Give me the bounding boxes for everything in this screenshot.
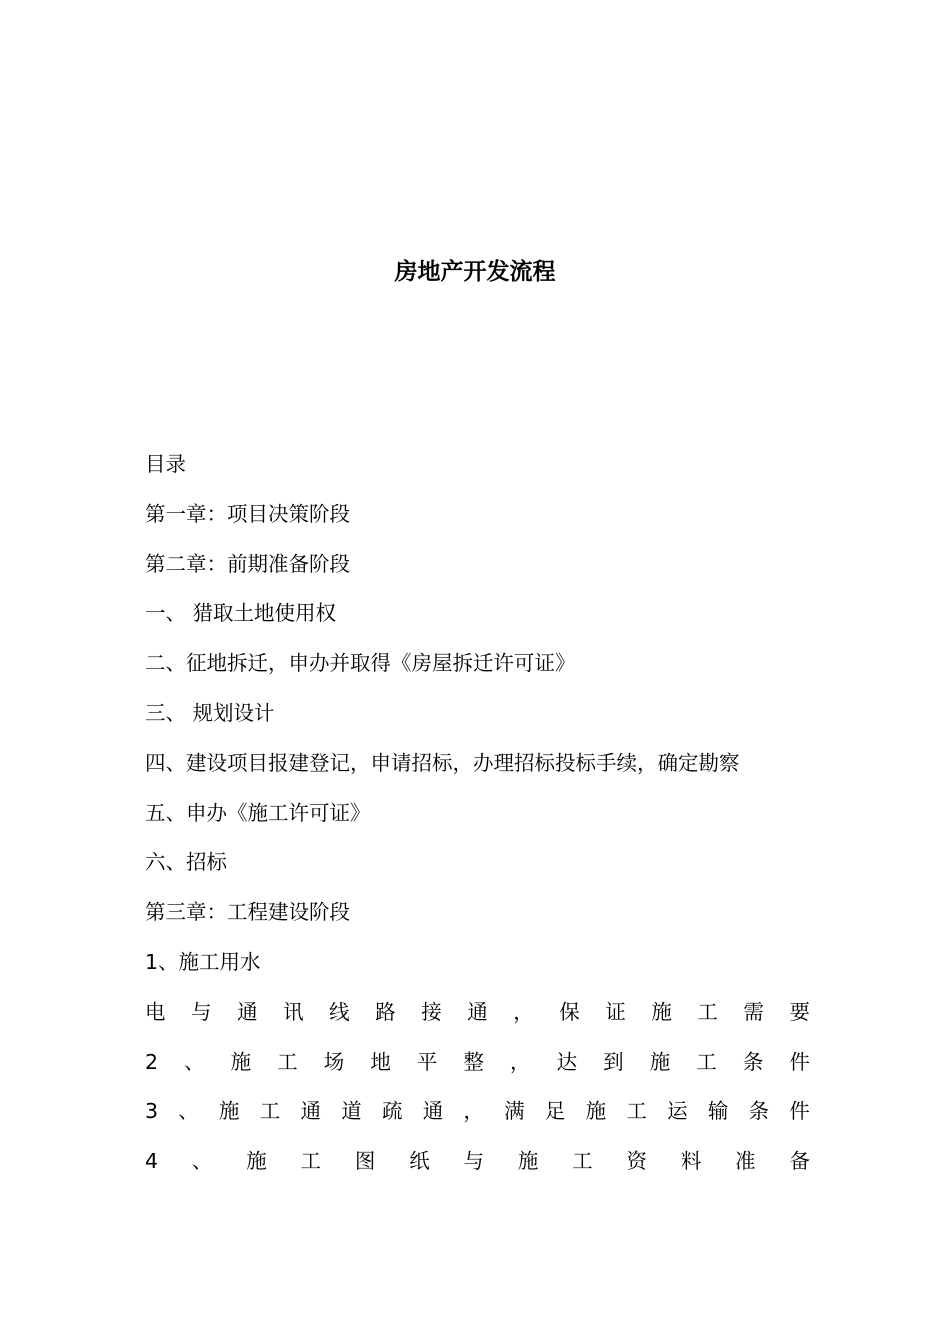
toc-line-justified: 4 、 施 工 图 纸 与 施 工 资 料 准 备 bbox=[145, 1149, 810, 1174]
document-title: 房地产开发流程 bbox=[394, 259, 556, 285]
toc-line: 四、建设项目报建登记，申请招标，办理招标投标手续，确定勘察 bbox=[145, 750, 740, 775]
toc-line: 五、申办《施工许可证》 bbox=[145, 800, 371, 825]
toc-line: 目录 bbox=[145, 452, 186, 476]
toc-line-justified: 3 、 施 工 通 道 疏 通 ， 满 足 施 工 运 输 条 件 bbox=[145, 1099, 810, 1124]
toc-line: 1、施工用水 bbox=[145, 949, 261, 974]
toc-line-justified: 2 、 施 工 场 地 平 整 ， 达 到 施 工 条 件 bbox=[145, 1049, 810, 1074]
toc-line: 第二章：前期准备阶段 bbox=[145, 551, 350, 576]
toc-line: 二、征地拆迁，申办并取得《房屋拆迁许可证》 bbox=[145, 651, 576, 676]
toc-line: 六、招标 bbox=[145, 850, 227, 875]
toc-line-justified: 电 与 通 讯 线 路 接 通 ， 保 证 施 工 需 要 bbox=[145, 999, 810, 1024]
toc-line: 第一章：项目决策阶段 bbox=[145, 501, 350, 526]
toc-line: 一、 猎取土地使用权 bbox=[145, 601, 337, 626]
toc-line: 三、 规划设计 bbox=[145, 700, 275, 725]
toc-line: 第三章：工程建设阶段 bbox=[145, 900, 350, 925]
table-of-contents bbox=[145, 446, 810, 1193]
